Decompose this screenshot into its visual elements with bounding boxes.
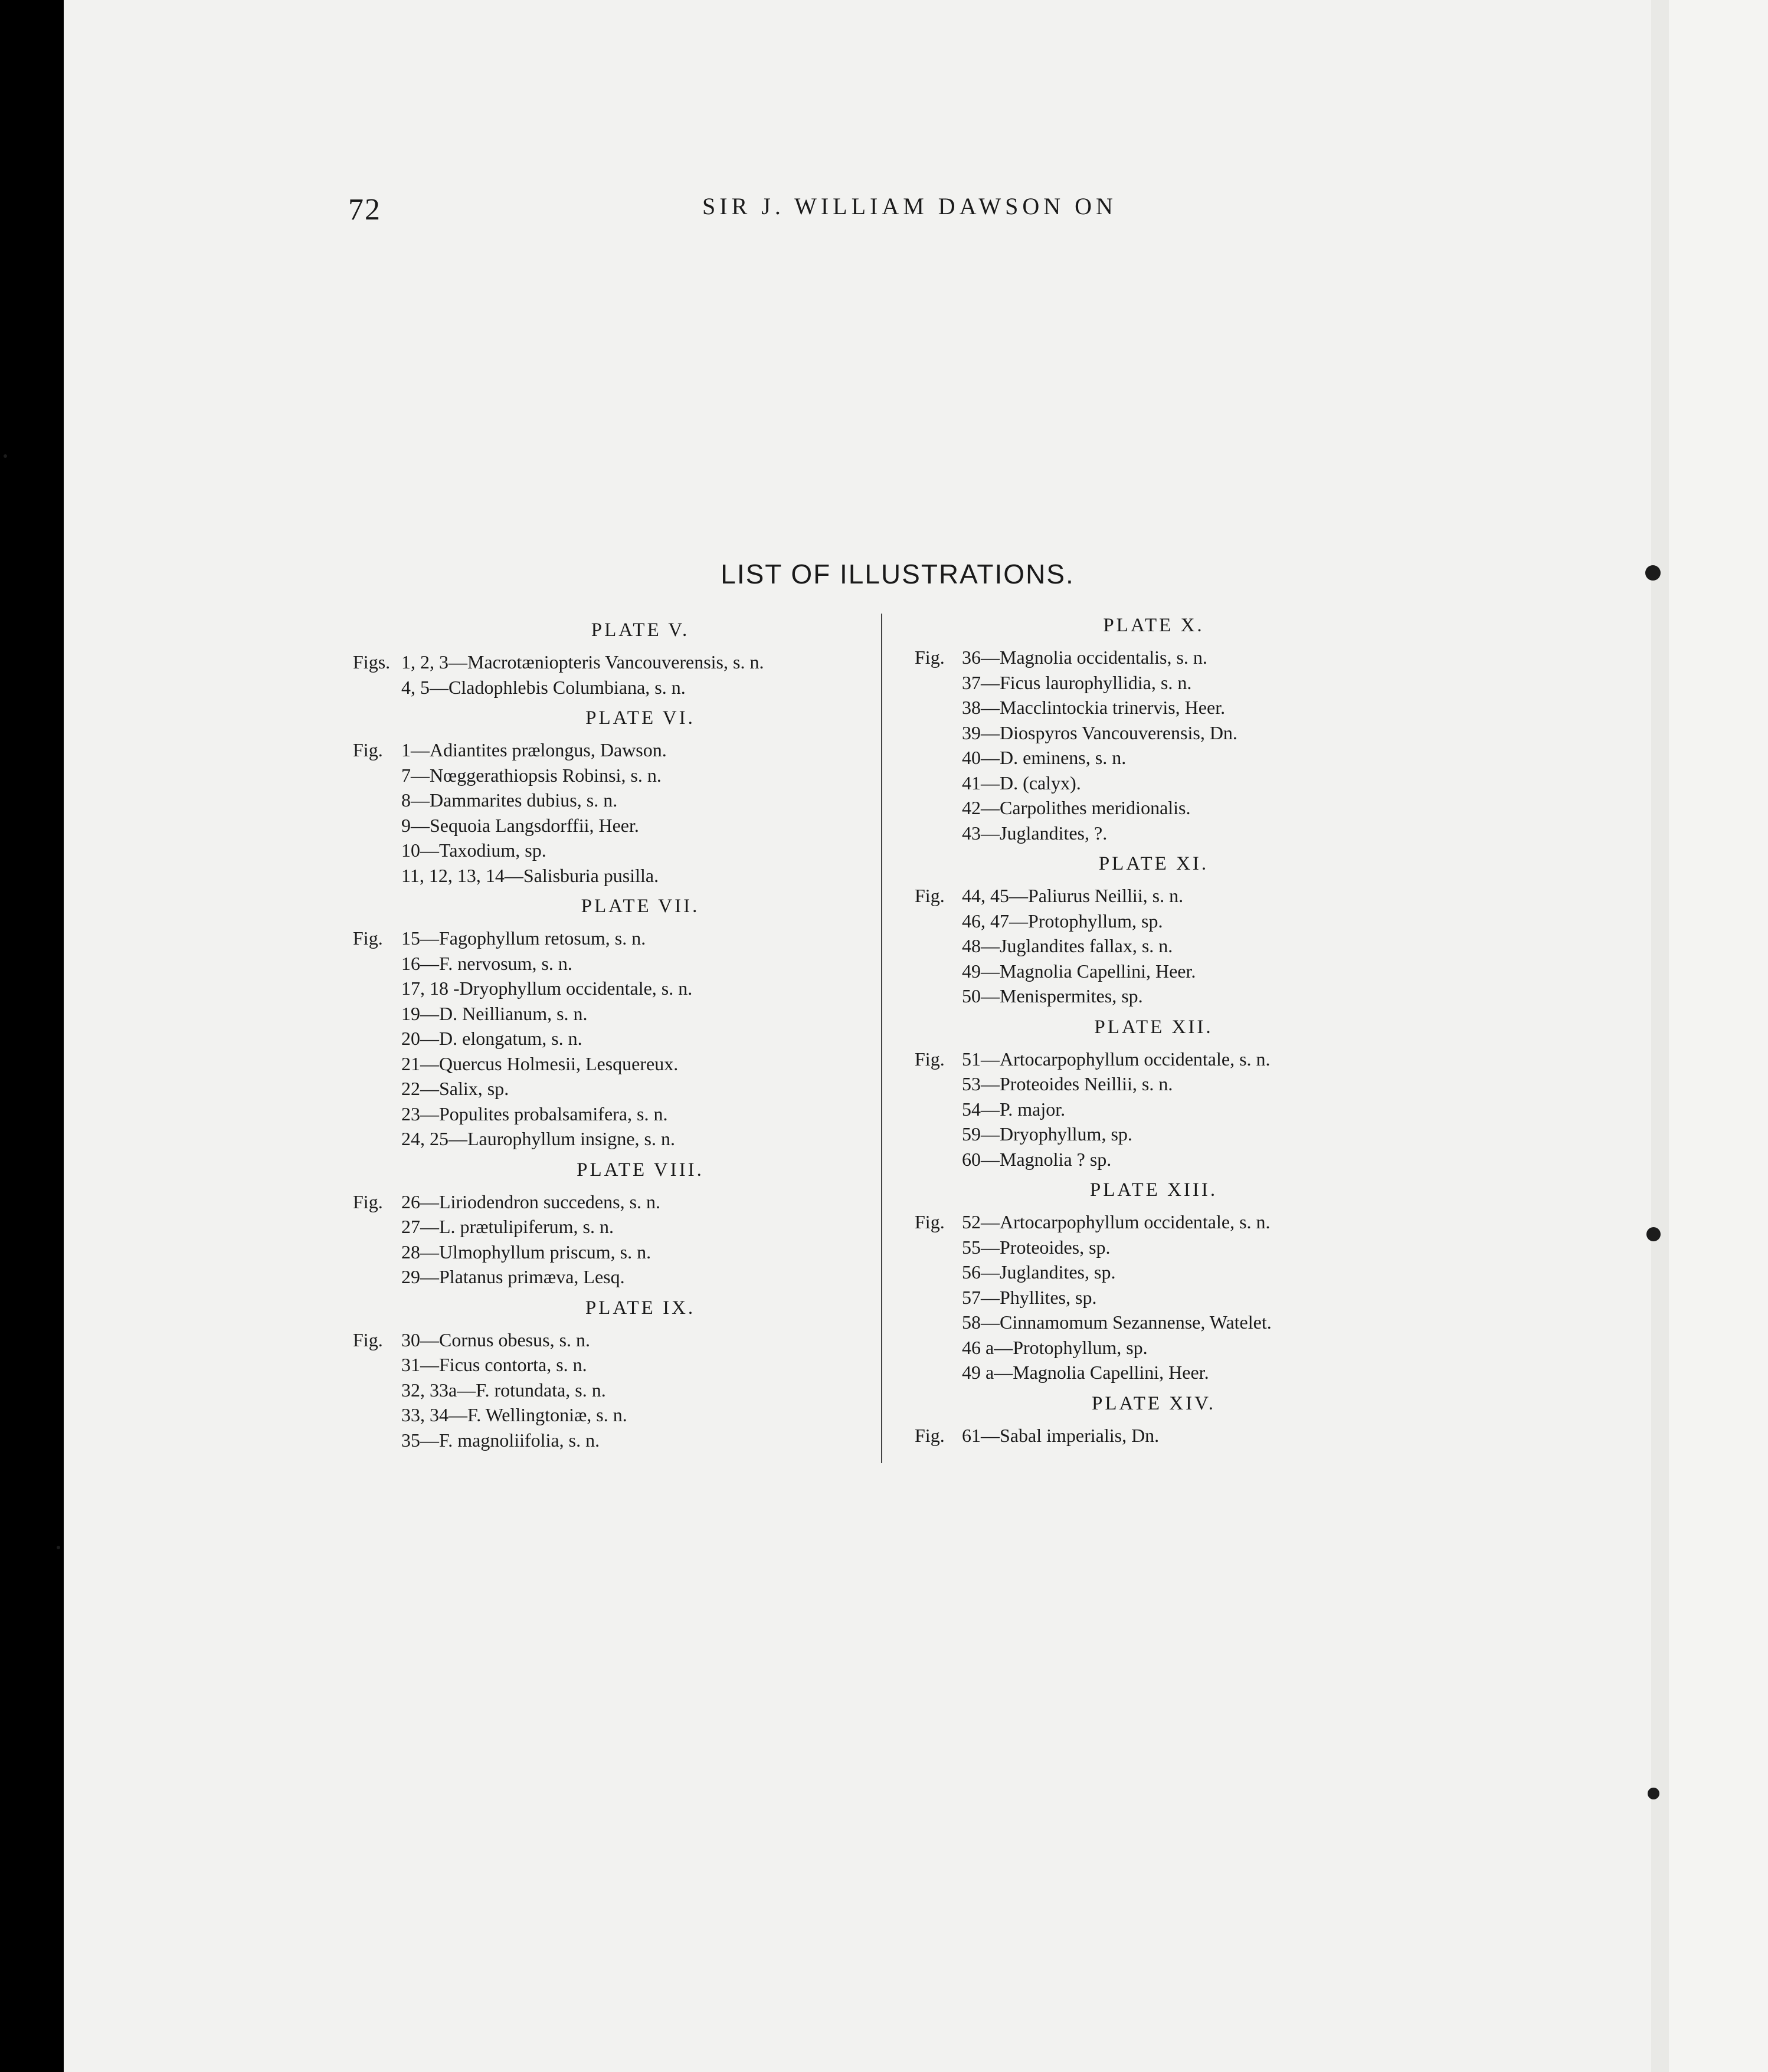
figure-entry: 54—P. major.: [962, 1098, 1066, 1120]
figure-entry: 49—Magnolia Capellini, Heer.: [962, 960, 1196, 982]
figure-entry: 9—Sequoia Langsdorffii, Heer.: [401, 814, 639, 836]
figure-entry: 53—Proteoides Neillii, s. n.: [962, 1073, 1173, 1094]
figure-entry: 21—Quercus Holmesii, Lesquereux.: [401, 1053, 679, 1074]
figure-prefix: Fig.: [353, 1329, 383, 1350]
figure-prefix: Fig.: [915, 1424, 945, 1446]
figure-entry: 57—Phyllites, sp.: [962, 1286, 1097, 1308]
figure-entry: 8—Dammarites dubius, s. n.: [401, 789, 618, 811]
page-title: LIST OF ILLUSTRATIONS.: [721, 559, 1075, 589]
figure-entry: 41—D. (calyx).: [962, 772, 1081, 794]
figure-entry: 38—Macclintockia trinervis, Heer.: [962, 697, 1226, 718]
figure-entry: 11, 12, 13, 14—Salisburia pusilla.: [401, 864, 659, 886]
figure-prefix: Fig.: [915, 647, 945, 668]
figure-entry: 19—D. Neillianum, s. n.: [401, 1002, 588, 1024]
plate-heading: PLATE V.: [591, 619, 690, 641]
running-head: SIR J. WILLIAM DAWSON ON: [702, 193, 1117, 219]
figure-entry: 10—Taxodium, sp.: [401, 840, 546, 861]
figure-entry: 16—F. nervosum, s. n.: [401, 952, 572, 974]
plate-heading: PLATE XI.: [1098, 853, 1209, 874]
page-edge: [1651, 0, 1669, 2072]
figure-entry: 4, 5—Cladophlebis Columbiana, s. n.: [401, 676, 686, 698]
figure-prefix: Fig.: [353, 1191, 383, 1212]
figure-entry: 61—Sabal imperialis, Dn.: [962, 1424, 1160, 1446]
plate-heading: PLATE XIV.: [1092, 1392, 1216, 1414]
figure-entry: 43—Juglandites, ?.: [962, 822, 1108, 844]
figure-prefix: Fig.: [915, 885, 945, 906]
figure-entry: 33, 34—F. Wellingtoniæ, s. n.: [401, 1404, 627, 1425]
plate-heading: PLATE IX.: [585, 1297, 696, 1319]
figure-entry: 1, 2, 3—Macrotæniopteris Vancouverensis, s. n.: [401, 651, 764, 673]
figure-entry: 24, 25—Laurophyllum insigne, s. n.: [401, 1128, 675, 1149]
ink-speck: [4, 454, 7, 458]
plate-heading: PLATE X.: [1103, 615, 1204, 636]
figure-entry: 27—L. prætulipiferum, s. n.: [401, 1216, 614, 1237]
plate-heading: PLATE XII.: [1094, 1016, 1213, 1038]
figure-entry: 36—Magnolia occidentalis, s. n.: [962, 647, 1207, 668]
page-sheet: [64, 0, 1651, 2072]
facing-page-edge: [1669, 0, 1768, 2072]
column-divider: [881, 614, 882, 1463]
figure-entry: 46, 47—Protophyllum, sp.: [962, 910, 1163, 932]
plate-heading: PLATE VIII.: [577, 1159, 704, 1181]
plate-heading: PLATE VII.: [581, 896, 700, 917]
figure-entry: 1—Adiantites prælongus, Dawson.: [401, 739, 667, 760]
figure-entry: 20—D. elongatum, s. n.: [401, 1028, 582, 1049]
figure-entry: 51—Artocarpophyllum occidentale, s. n.: [962, 1048, 1271, 1070]
figure-entry: 7—Nœggerathiopsis Robinsi, s. n.: [401, 764, 662, 786]
figure-entry: 40—D. eminens, s. n.: [962, 747, 1127, 768]
figure-entry: 55—Proteoides, sp.: [962, 1236, 1111, 1258]
figure-entry: 49 a—Magnolia Capellini, Heer.: [962, 1362, 1209, 1383]
figure-entry: 22—Salix, sp.: [401, 1078, 509, 1099]
ink-speck: [1648, 1788, 1659, 1799]
figure-entry: 60—Magnolia ? sp.: [962, 1148, 1112, 1170]
figure-prefix: Fig.: [353, 739, 383, 760]
figure-prefix: Fig.: [353, 927, 383, 949]
figure-entry: 42—Carpolithes meridionalis.: [962, 797, 1191, 818]
figure-entry: 39—Diospyros Vancouverensis, Dn.: [962, 722, 1237, 743]
figure-entry: 35—F. magnoliifolia, s. n.: [401, 1429, 600, 1451]
figure-entry: 28—Ulmophyllum priscum, s. n.: [401, 1241, 651, 1263]
ink-speck: [57, 1546, 60, 1549]
figure-entry: 58—Cinnamomum Sezannense, Watelet.: [962, 1312, 1272, 1333]
figure-entry: 59—Dryophyllum, sp.: [962, 1123, 1132, 1145]
figure-entry: 15—Fagophyllum retosum, s. n.: [401, 927, 646, 949]
figure-prefix: Figs.: [353, 651, 391, 673]
figure-prefix: Fig.: [915, 1211, 945, 1232]
figure-entry: 50—Menispermites, sp.: [962, 985, 1143, 1007]
figure-entry: 32, 33a—F. rotundata, s. n.: [401, 1379, 606, 1401]
plate-heading: PLATE VI.: [585, 707, 695, 729]
figure-entry: 17, 18 -Dryophyllum occidentale, s. n.: [401, 978, 693, 999]
ink-speck: [1646, 1227, 1661, 1241]
figure-entry: 29—Platanus primæva, Lesq.: [401, 1266, 625, 1287]
figure-entry: 56—Juglandites, sp.: [962, 1261, 1116, 1283]
figure-entry: 48—Juglandites fallax, s. n.: [962, 935, 1173, 956]
figure-entry: 46 a—Protophyllum, sp.: [962, 1336, 1148, 1358]
figure-entry: 23—Populites probalsamifera, s. n.: [401, 1103, 668, 1124]
page-number: 72: [348, 193, 381, 227]
figure-entry: 37—Ficus laurophyllidia, s. n.: [962, 671, 1192, 693]
figure-entry: 52—Artocarpophyllum occidentale, s. n.: [962, 1211, 1271, 1232]
figure-entry: 31—Ficus contorta, s. n.: [401, 1354, 587, 1375]
plate-heading: PLATE XIII.: [1089, 1179, 1218, 1201]
figure-prefix: Fig.: [915, 1048, 945, 1070]
figure-entry: 26—Liriodendron succedens, s. n.: [401, 1191, 661, 1212]
figure-entry: 44, 45—Paliurus Neillii, s. n.: [962, 885, 1184, 906]
figure-entry: 30—Cornus obesus, s. n.: [401, 1329, 591, 1350]
